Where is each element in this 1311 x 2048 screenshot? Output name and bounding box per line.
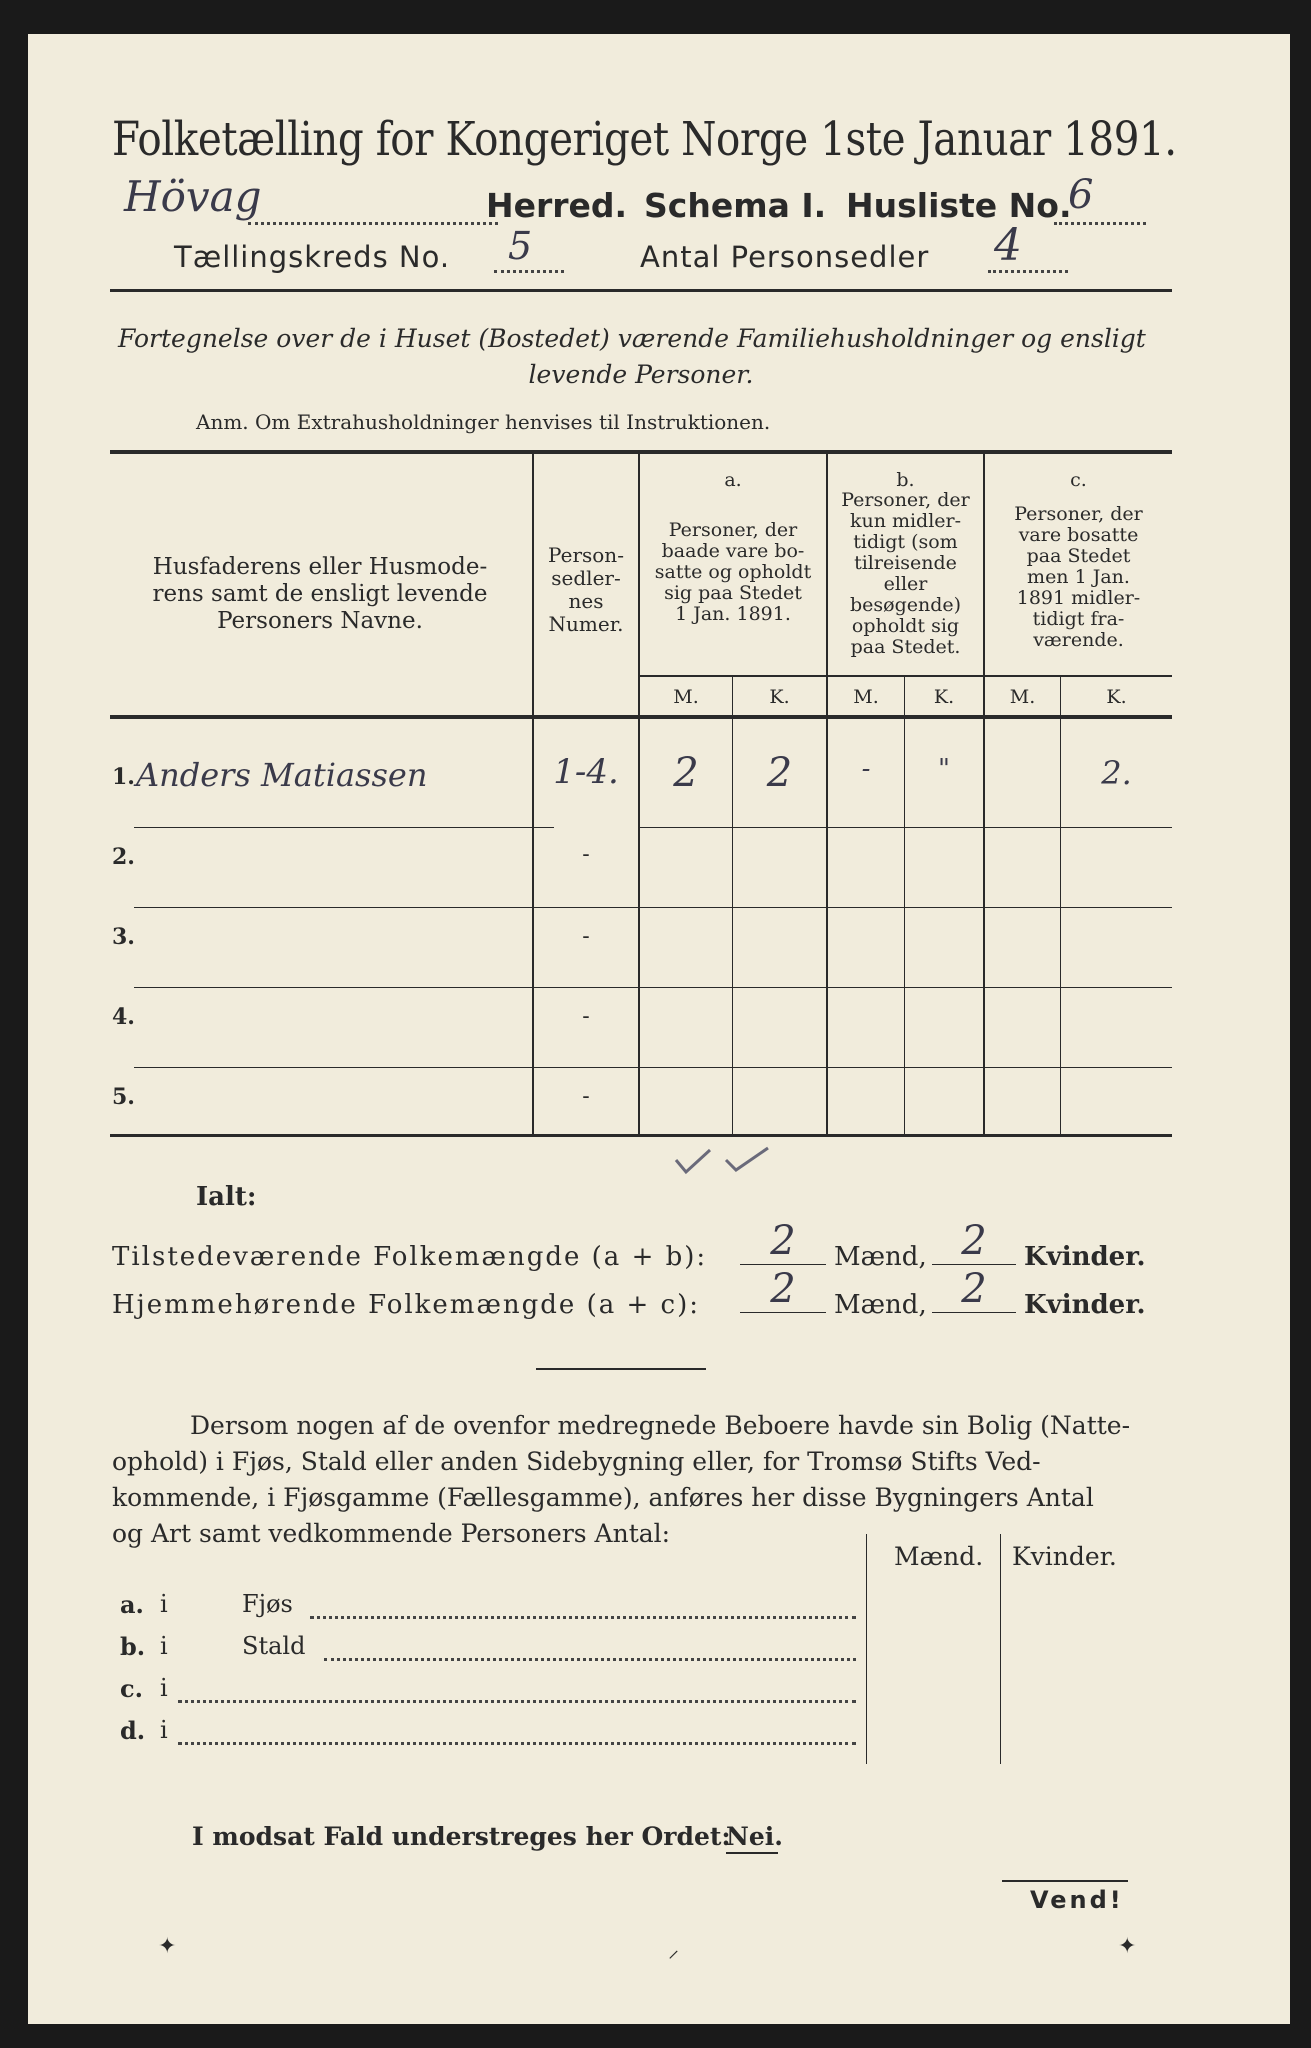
printer-mark-center-icon: ⸝ [668, 1938, 680, 1963]
printer-mark-right-icon: ✦ [1118, 1934, 1137, 1959]
header-b-line5: eller [883, 573, 928, 595]
anm-note: Anm. Om Extrahusholdninger henvises til Instruktionen. [196, 410, 771, 434]
bolig-kvinder-header: Kvinder. [1012, 1542, 1117, 1571]
form-title: Folketælling for Kongeriget Norge 1ste Januar 1891. [112, 112, 1177, 167]
total-line1-maend-label: Mænd, [834, 1242, 927, 1272]
a-m-value: 2 [673, 750, 699, 796]
total-line1-maend: 2 [770, 1218, 796, 1264]
total-line2-label: Hjemmehørende Folkemængde (a + c): [112, 1290, 700, 1320]
person-numer: 1-4. [553, 752, 619, 792]
person-name: Anders Matiassen [136, 756, 428, 794]
b-m-label: M. [853, 686, 879, 708]
c-k-label: K. [1106, 686, 1127, 708]
total-line1-kvinder-label: Kvinder. [1024, 1242, 1146, 1272]
bolig-maend-header: Mænd. [894, 1542, 984, 1571]
header-numer-line2: sedler- [551, 566, 621, 590]
person-numer: - [582, 1084, 590, 1109]
vend-label: Vend! [1030, 1886, 1124, 1914]
total-line2-kvinder-label: Kvinder. [1024, 1290, 1146, 1320]
printer-mark-left-icon: ✦ [158, 1934, 177, 1959]
header-a-line3: satte og opholdt [654, 561, 812, 583]
antal-dots [988, 270, 1068, 273]
taellingskreds-dots [494, 270, 564, 273]
header-a [640, 520, 826, 625]
header-c-line7: værende. [1033, 629, 1124, 651]
modsat-text: I modsat Fald understreges her Ordet: [192, 1822, 731, 1851]
bolig-row-i: i [160, 1590, 168, 1618]
b-m-value: - [861, 754, 871, 784]
a-k-value: 2 [766, 750, 793, 796]
vend-rule [1002, 1880, 1128, 1882]
bolig-row-label: Stald [242, 1632, 306, 1660]
b-k-value: " [938, 754, 950, 784]
col-divider-c-mk [1060, 675, 1061, 1134]
header-b-line2: kun midler- [849, 510, 962, 532]
husliste-number: 6 [1068, 172, 1094, 218]
bolig-row-letter: c. [120, 1674, 143, 1703]
intro-line2: levende Personer. [528, 360, 754, 389]
bolig-row-dots [310, 1616, 856, 1619]
row-number: 3. [112, 924, 135, 950]
bolig-paragraph [112, 1408, 1130, 1552]
section-divider [536, 1368, 706, 1370]
row-number: 4. [112, 1004, 135, 1030]
a-k-label: K. [769, 686, 790, 708]
person-numer: - [582, 842, 590, 867]
census-form-page [28, 34, 1290, 2024]
header-c-line5: 1891 midler- [1016, 587, 1141, 609]
header-c-line4: men 1 Jan. [1027, 566, 1130, 588]
total-line2-maend-label: Mænd, [834, 1290, 927, 1320]
bolig-col-divider-1 [866, 1534, 867, 1764]
bolig-row-dots [178, 1742, 856, 1745]
bolig-line2: ophold) i Fjøs, Stald eller anden Sidebygning eller, for Tromsø Stifts Ved- [112, 1447, 1041, 1476]
bolig-row-i: i [160, 1716, 168, 1744]
c-k-value: 2. [1101, 754, 1132, 792]
header-c-line2: vare bosatte [1018, 524, 1139, 546]
table-header-bottom-rule [110, 715, 1172, 719]
herred-dots [248, 222, 498, 225]
bolig-row-dots [178, 1700, 856, 1703]
total-line2-kvinder: 2 [961, 1266, 987, 1312]
col-divider-b-mk [904, 675, 905, 1134]
bolig-row-letter: a. [120, 1590, 144, 1619]
row-rule [134, 987, 1172, 988]
antal-label: Antal Personsedler [640, 240, 930, 274]
total-line2-maend-rule [740, 1312, 826, 1313]
herred-label: Herred. [486, 186, 628, 225]
total-line1-kvinder-rule [932, 1264, 1016, 1265]
header-b-line7: opholdt sig [851, 615, 960, 637]
a-m-label: M. [673, 686, 699, 708]
header-a-line5: 1 Jan. 1891. [675, 603, 791, 625]
mk-top-rule [638, 675, 1172, 677]
table-bottom-rule [110, 1134, 1172, 1137]
header-b-line4: tilreisende [854, 552, 957, 574]
header-c-letter: c. [1070, 469, 1087, 491]
header-names-line3: Personers Navne. [217, 608, 423, 634]
header-c-line3: paa Stedet [1026, 545, 1131, 567]
nei-word: Nei. [726, 1822, 783, 1851]
header-b-line6: besøgende) [849, 594, 962, 616]
bolig-row-label: Fjøs [242, 1590, 293, 1618]
header-a-line2: baade vare bo- [661, 540, 805, 562]
row-rule [134, 907, 1172, 908]
schema-label: Schema I. [644, 186, 827, 225]
intro-line1: Fortegnelse over de i Huset (Bostedet) værende Familiehusholdninger og ensligt [118, 324, 1146, 353]
header-numer-line1: Person- [548, 543, 624, 567]
header-b-line1: Personer, der [841, 489, 970, 511]
ialt-label: Ialt: [196, 1182, 257, 1212]
row-rule [134, 1067, 1172, 1068]
total-line1-label: Tilstedeværende Folkemængde (a + b): [112, 1242, 708, 1272]
header-c [985, 504, 1172, 651]
header-b-letter: b. [896, 469, 915, 491]
header-names-line2: rens samt de ensligt levende [152, 581, 488, 607]
header-b-line3: tidigt (som [853, 531, 958, 553]
bolig-col-divider-2 [1000, 1534, 1001, 1764]
husliste-dots [1054, 222, 1146, 225]
header-numer [534, 544, 638, 636]
row-number: 2. [112, 844, 135, 870]
row-rule-name [134, 827, 554, 828]
header-numer-line3: nes [568, 589, 604, 613]
total-line1-kvinder: 2 [961, 1218, 987, 1264]
bolig-row-i: i [160, 1632, 168, 1660]
bolig-line3: kommende, i Fjøsgamme (Fællesgamme), anføres her disse Bygningers Antal [112, 1483, 1094, 1512]
herred-name: Hövag [124, 172, 262, 221]
total-line2-kvinder-rule [932, 1312, 1016, 1313]
header-numer-line4: Numer. [548, 612, 624, 636]
header-divider [110, 289, 1172, 292]
bolig-row-letter: d. [120, 1716, 146, 1745]
nei-underline [726, 1852, 778, 1854]
row-rule-data [640, 827, 1172, 828]
antal-number: 4 [994, 220, 1022, 271]
header-names [110, 554, 530, 635]
table-top-rule [110, 450, 1172, 454]
taellingskreds-number: 5 [508, 224, 533, 268]
row-number: 1. [112, 764, 135, 790]
col-divider-a-mk [732, 675, 733, 1134]
c-m-label: M. [1009, 686, 1036, 708]
header-b-line8: paa Stedet. [850, 636, 961, 658]
bolig-row-dots [324, 1658, 856, 1661]
header-c-line1: Personer, der [1014, 503, 1143, 525]
person-numer: - [582, 1004, 590, 1029]
total-line1-maend-rule [740, 1264, 826, 1265]
person-numer: - [582, 924, 590, 949]
bolig-row-letter: b. [120, 1632, 146, 1661]
bolig-line1: Dersom nogen af de ovenfor medregnede Beboere havde sin Bolig (Natte- [190, 1411, 1131, 1440]
husliste-label: Husliste No. [846, 186, 1072, 225]
row-number: 5. [112, 1084, 135, 1110]
header-names-line1: Husfaderens eller Husmode- [152, 554, 488, 580]
b-k-label: K. [933, 686, 955, 708]
header-c-line6: tidigt fra- [1032, 608, 1125, 630]
header-a-line4: sig paa Stedet [664, 582, 802, 604]
total-line2-maend: 2 [770, 1266, 796, 1312]
header-a-letter: a. [724, 469, 742, 491]
header-b [828, 490, 983, 658]
bolig-line4: og Art samt vedkommende Personers Antal: [112, 1519, 671, 1548]
header-a-line1: Personer, der [668, 519, 798, 541]
taellingskreds-label: Tællingskreds No. [174, 240, 451, 274]
checkmark-icons [668, 1140, 818, 1180]
bolig-row-i: i [160, 1674, 168, 1702]
